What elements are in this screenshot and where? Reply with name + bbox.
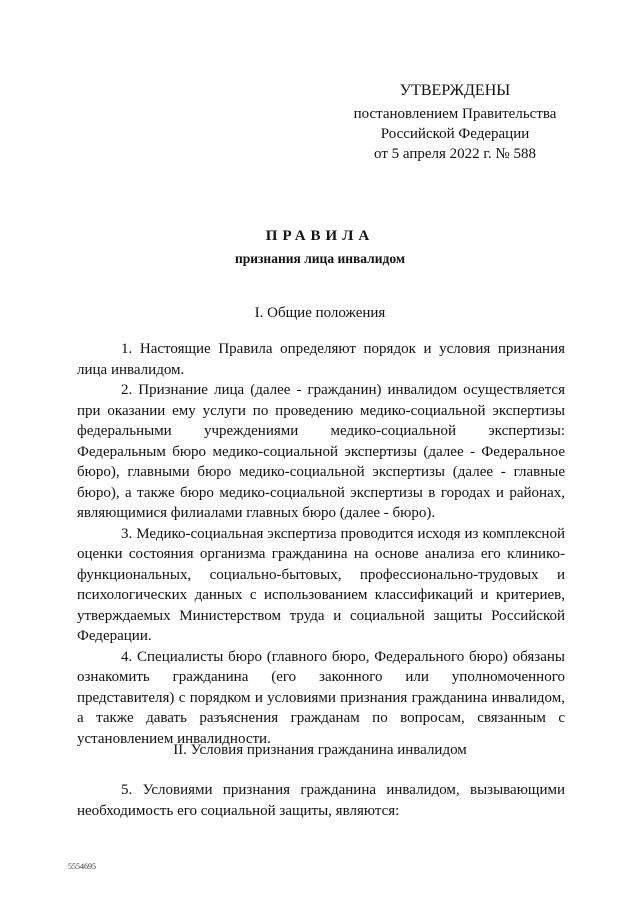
paragraph-2: 2. Признание лица (далее - гражданин) инвалидом осуществляется при оказании ему услуги по проведению медико-социальной экспертизы федеральными учреждениями медико-социальной экспертизы: Федеральным бюро медико-социальной экспертизы (далее - Федеральное бюро), главными бюро медико-социальной экспертизы (далее - главные бюро), а также бюро медико-социальной экспертизы в городах и районах, являющимися филиалами главных бюро (далее - бюро). — [77, 382, 565, 521]
document-title: ПРАВИЛА — [265, 228, 375, 244]
paragraph-5: 5. Условиями признания гражданина инвалидом, вызывающими необходимость его социальной защиты, являются: — [77, 782, 565, 819]
paragraph-3: 3. Медико-социальная экспертиза проводится исходя из комплексной оценки состояния организма гражданина на основе анализа его клинико-функциональных, социально-бытовых, профессионально-трудовых и психологических данных с использованием классификаций и критериев, утверждаемых Министерством труда и социальной защиты Российской Федерации. — [77, 525, 565, 644]
section-2-body — [77, 780, 565, 821]
section-heading-2: II. Условия признания гражданина инвалидом — [173, 742, 467, 758]
paragraph-1: 1. Настоящие Правила определяют порядок и условия признания лица инвалидом. — [77, 341, 565, 378]
document-subtitle: признания лица инвалидом — [234, 251, 406, 266]
approval-stamp: УТВЕРЖДЕНЫ — [399, 82, 511, 99]
approval-block — [340, 80, 570, 164]
approval-line-2: Российской Федерации — [380, 126, 530, 142]
section-1-body — [77, 339, 565, 749]
section-heading-1: I. Общие положения — [254, 305, 386, 321]
approval-line-3: от 5 апреля 2022 г. № 588 — [374, 146, 536, 162]
approval-line-1: постановлением Правительства — [353, 106, 557, 122]
paragraph-4: 4. Специалисты бюро (главного бюро, Федерального бюро) обязаны ознакомить гражданина (его законного или уполномоченного представителя) с порядком и условиями признания гражданина инвалидом, а также давать разъяснения гражданам по вопросам, связанным с установлением инвалидности. — [77, 648, 565, 747]
document-id: 5554695 — [68, 862, 96, 871]
